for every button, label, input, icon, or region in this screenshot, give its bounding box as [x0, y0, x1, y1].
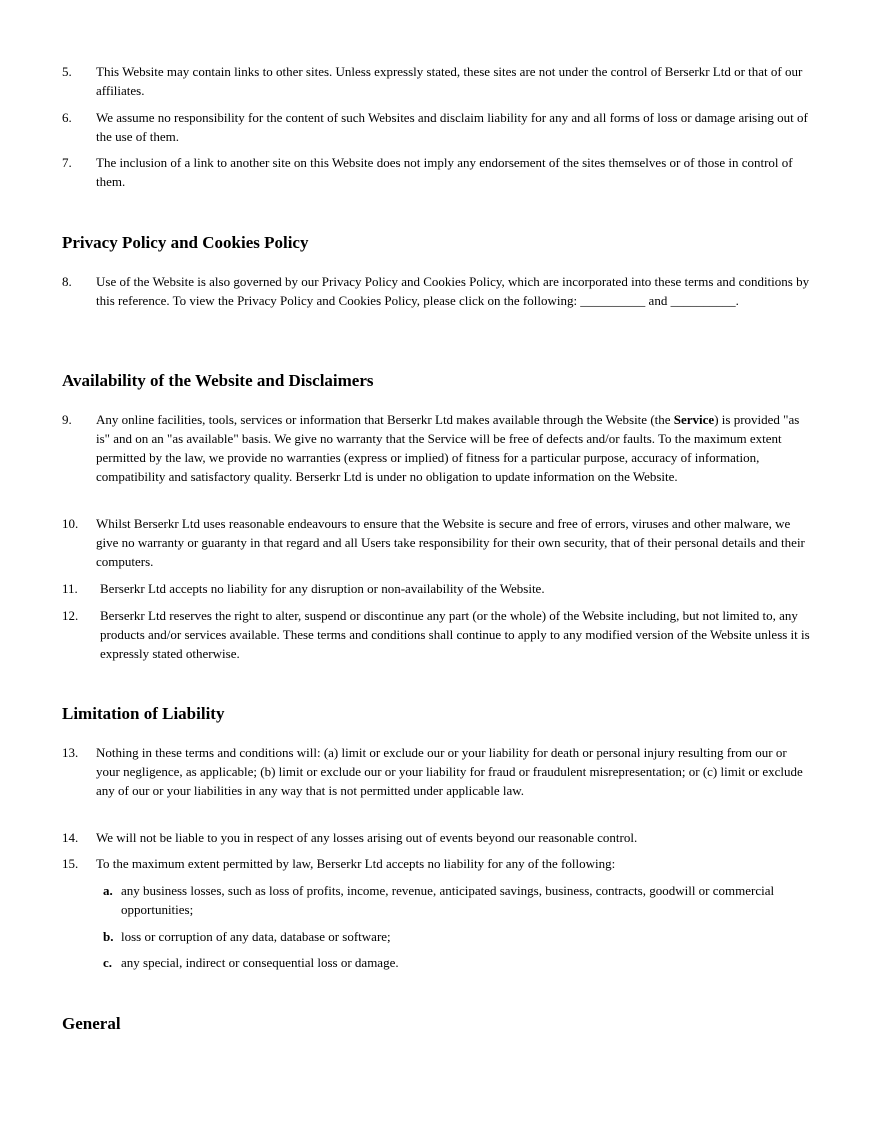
subclause-c	[103, 953, 803, 972]
subclause-letter: a.	[103, 883, 113, 898]
clause-text: Berserkr Ltd accepts no liability for any disruption or non-availability of the Website.	[100, 581, 545, 596]
clause-text: The inclusion of a link to another site on this Website does not imply any endorsement of the sites themselves or of those in control of them.	[96, 155, 793, 189]
subclause-text: any business losses, such as loss of profits, income, revenue, anticipated savings, business, contracts, goodwill or commercial opportunities;	[121, 883, 775, 917]
clause-text: We will not be liable to you in respect of any losses arising out of events beyond our reasonable control.	[96, 830, 638, 845]
clause-text: Use of the Website is also governed by our Privacy Policy and Cookies Policy, which are incorporated into these terms and conditions by this reference. To view the Privacy Policy and Cookies Policy, please click on the following: __________ and __________.	[96, 274, 810, 308]
clause-number: 15.	[62, 856, 79, 871]
clause-text: Whilst Berserkr Ltd uses reasonable endeavours to ensure that the Website is secure and free of errors, viruses and other malware, we give no warranty or guaranty in that regard and all Users take responsibility for their own security, that of their personal details and their computers.	[96, 516, 805, 569]
clause-number: 8.	[62, 274, 72, 289]
clause-13	[62, 743, 812, 800]
section-heading-privacy: Privacy Policy and Cookies Policy	[62, 233, 309, 252]
clause-14	[62, 828, 812, 847]
clause-6	[62, 108, 812, 146]
clause-text: Nothing in these terms and conditions will: (a) limit or exclude our or your liability for death or personal injury resulting from our or your negligence, as applicable; (b) limit or exclude our or your liability for fraud or fraudulent misrepresentation; or (c) limit or exclude any of our or your liabilities in any way that is not permitted under applicable law.	[96, 745, 803, 798]
clause-text-part: Any online facilities, tools, services or information that Berserkr Ltd makes available through the Website (the	[96, 412, 674, 427]
subclause-b	[103, 927, 803, 946]
clause-7	[62, 153, 812, 191]
subclause-text: any special, indirect or consequential loss or damage.	[121, 955, 399, 970]
clause-text: This Website may contain links to other sites. Unless expressly stated, these sites are not under the control of Berserkr Ltd or that of our affiliates.	[96, 64, 803, 98]
clause-number: 6.	[62, 110, 72, 125]
subclause-letter: c.	[103, 955, 113, 970]
clause-number: 10.	[62, 516, 79, 531]
section-heading-general: General	[62, 1014, 121, 1033]
clause-number: 12.	[62, 608, 79, 623]
clause-number: 9.	[62, 412, 72, 427]
clause-number: 14.	[62, 830, 79, 845]
clause-number: 7.	[62, 155, 72, 170]
clause-15	[62, 854, 812, 873]
clause-10	[62, 514, 812, 571]
subclause-letter: b.	[103, 929, 114, 944]
clause-number: 11.	[62, 581, 78, 596]
section-heading-liability: Limitation of Liability	[62, 704, 225, 723]
clause-text-part: ) is provided "as is" and on an "as available" basis. We give no warranty that the Service will be free of defects and/or faults. To the maximum extent permitted by the law, we provide no warranties (express or implied) of fitness for a particular purpose, accuracy of information, compatibility and satisfactory quality. Berserkr Ltd is under no obligation to update information on the Website.	[96, 412, 800, 484]
subclause-a	[103, 881, 803, 919]
clause-text: Berserkr Ltd reserves the right to alter, suspend or discontinue any part (or the whole) of the Website including, but not limited to, any products and/or services available. These terms and conditions shall continue to apply to any modified version of the Website unless it is expressly stated otherwise.	[100, 608, 810, 661]
subclause-text: loss or corruption of any data, database or software;	[121, 929, 391, 944]
clause-8	[62, 272, 812, 310]
clause-number: 13.	[62, 745, 79, 760]
clause-text	[91, 410, 812, 486]
clause-5	[62, 62, 812, 100]
clause-12	[62, 606, 812, 663]
clause-text: To the maximum extent permitted by law, Berserkr Ltd accepts no liability for any of the following:	[96, 856, 616, 871]
service-term: Service	[673, 412, 715, 427]
clause-9	[62, 410, 812, 486]
clause-text: We assume no responsibility for the content of such Websites and disclaim liability for any and all forms of loss or damage arising out of the use of them.	[96, 110, 808, 144]
clause-number: 5.	[62, 64, 72, 79]
clause-11	[62, 579, 812, 598]
section-heading-availability: Availability of the Website and Disclaimers	[62, 371, 374, 390]
